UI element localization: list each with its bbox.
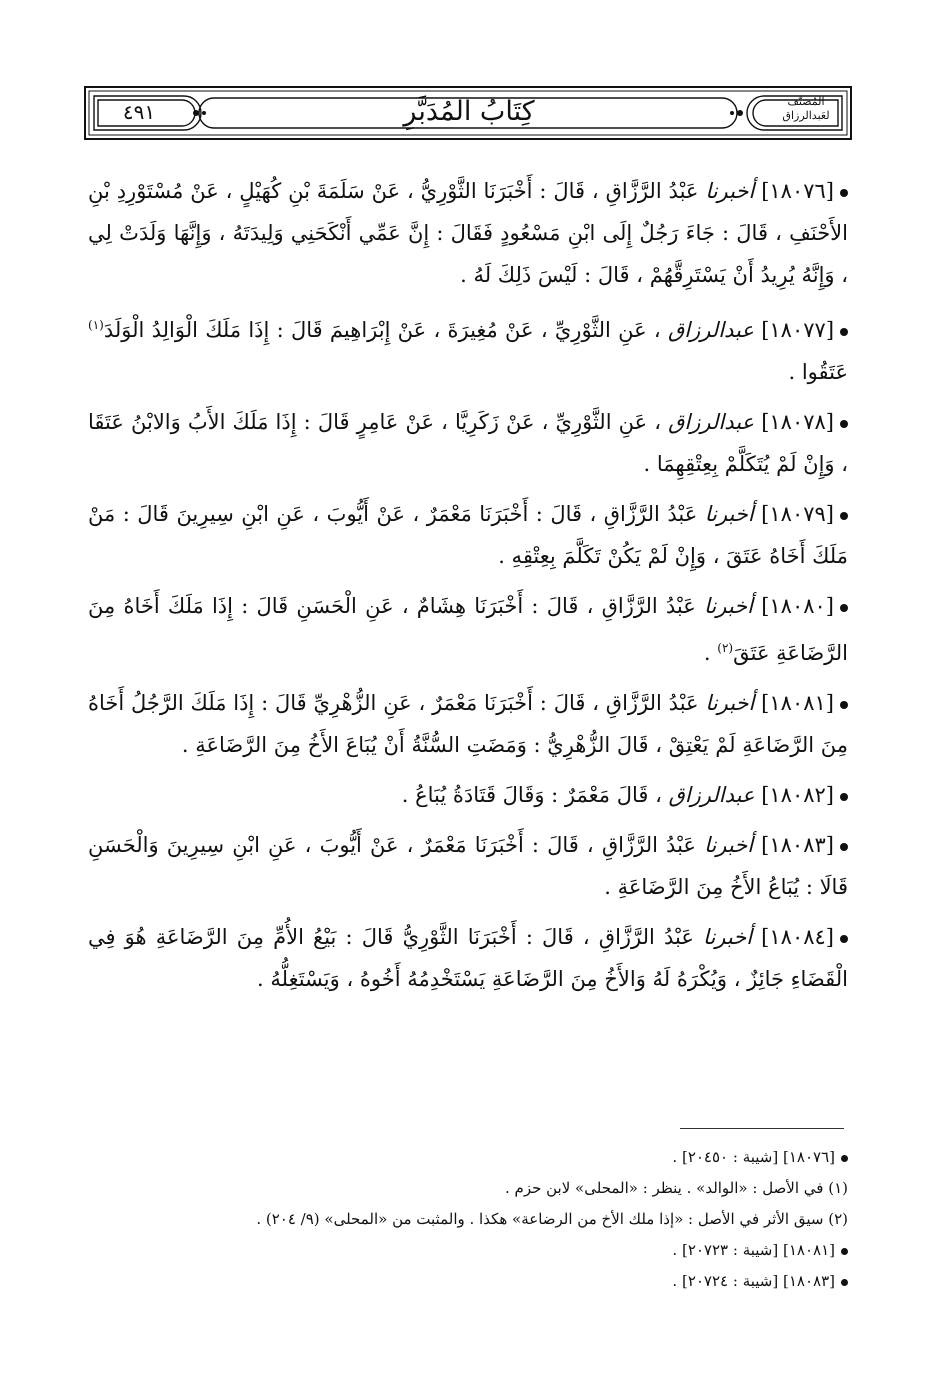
hadith-entry [88, 401, 848, 485]
footnote [88, 1173, 848, 1204]
footnote [88, 1266, 848, 1297]
narrator-name: عبدالرزاق [661, 783, 755, 807]
bullet-dot [840, 512, 848, 520]
hadith-number: [١٨٠٨٤] [752, 925, 834, 949]
hadith-entry [88, 682, 848, 766]
hadith-number: [١٨٠٧٧] [753, 318, 835, 342]
hadith-text: عَبْدُ الرَّزَّاقِ ، قَالَ : أَخْبَرَنَا الثَّوْرِيُّ ، عَنْ سَلَمَةَ بْنِ كُهَيْلٍ ، عَنْ مُسْتَوْرِدِ بْنِ الأَحْنَفِ ، قَالَ : جَاءَ رَجُلٌ إِلَى ابْنِ مَسْعُودٍ فَقَالَ : إِنَّ عَمِّي أَنْكَحَنِي وَلِيدَتَهُ ، وَإِنَّهَا وَلَدَتْ لِي ، وَإِنَّهُ يُرِيدُ أَنْ يَسْتَرِقَّهُمْ ، قَالَ : لَيْسَ ذَلِكَ لَهُ . [88, 179, 848, 287]
hadith-text: عَبْدُ الرَّزَّاقِ ، قَالَ : أَخْبَرَنَا الثَّوْرِيُّ قَالَ : بَيْعُ الأُمِّ مِنَ الرَّضَاعَةِ هُوَ فِي الْقَضَاءِ جَائِزٌ ، وَيُكْرَهُ لَهُ وَالأَخُ مِنَ الرَّضَاعَةِ يَسْتَخْدِمُهُ أَخُوهُ ، وَيَسْتَغِلُّهُ . [88, 925, 848, 991]
hadith-number: [١٨٠٨٠] [752, 594, 834, 618]
bullet-dot [841, 1279, 848, 1286]
narrator-name: أخبرنا [695, 833, 754, 857]
footnote [88, 1235, 848, 1266]
hadith-entry [88, 916, 848, 1000]
bullet-dot [840, 189, 848, 197]
bullet-dot [840, 793, 848, 801]
hadith-text: عَبْدُ الرَّزَّاقِ ، قَالَ : أَخْبَرَنَا مَعْمَرٌ ، عَنْ أَيُّوبَ ، عَنِ ابْنِ سِيرِينَ وَالْحَسَنِ قَالَا : يُبَاعُ الأَخُ مِنَ الرَّضَاعَةِ . [88, 833, 848, 899]
bullet-dot [840, 328, 848, 336]
bullet-dot [841, 1248, 848, 1255]
narrator-name: أخبرنا [695, 594, 753, 618]
hadith-list [88, 170, 848, 1008]
hadith-text: عَبْدُ الرَّزَّاقِ ، قَالَ : أَخْبَرَنَا مَعْمَرٌ ، عَنِ الزُّهْرِيِّ قَالَ : إِذَا مَلَكَ الرَّجُلُ أَخَاهُ مِنَ الرَّضَاعَةِ لَمْ يَعْتِقْ ، قَالَ الزُّهْرِيُّ : وَمَضَتِ السُّنَّةُ أَنْ يُبَاعَ الأَخُ مِنَ الرَّضَاعَةِ . [88, 691, 848, 757]
hadith-text: ، عَنِ الثَّوْرِيِّ ، عَنْ مُغِيرَةَ ، عَنْ إِبْرَاهِيمَ قَالَ : إِذَا مَلَكَ الْوَالِدُ الْوَلَدَ [103, 318, 661, 342]
hadith-text: ، قَالَ مَعْمَرٌ : وَقَالَ قَتَادَةُ يُبَاعُ . [401, 783, 662, 807]
hadith-text-tail: . [703, 641, 718, 665]
footnote-divider [680, 1128, 844, 1129]
bullet-dot [840, 935, 848, 943]
footnote-text: (١) في الأصل : «الوالد» . ينظر : «المحلى» لابن حزم . [505, 1179, 848, 1197]
narrator-name: أخبرنا [697, 502, 754, 526]
bullet-dot [840, 843, 848, 851]
footnotes [88, 1142, 848, 1297]
hadith-text: عَبْدُ الرَّزَّاقِ ، قَالَ : أَخْبَرَنَا مَعْمَرٌ ، عَنْ أَيُّوبَ ، عَنِ ابْنِ سِيرِينَ قَالَ : مَنْ مَلَكَ أَخَاهُ عَتَقَ ، وَإِنْ لَمْ يَكُنْ تَكَلَّمَ بِعِتْقِهِ . [88, 502, 848, 568]
hadith-text: عَبْدُ الرَّزَّاقِ ، قَالَ : أَخْبَرَنَا هِشَامٌ ، عَنِ الْحَسَنِ قَالَ : إِذَا مَلَكَ أَخَاهُ مِنَ الرَّضَاعَةِ عَتَقَ [88, 594, 848, 665]
bullet-dot [840, 604, 848, 612]
hadith-number: [١٨٠٧٨] [754, 410, 834, 434]
hadith-entry [88, 493, 848, 577]
hadith-number: [١٨٠٨١] [754, 691, 834, 715]
book-title: كِتَابُ المُدَبَّرِ [403, 96, 535, 127]
footnote-text: (٢) سيق الأثر في الأصل : «إذا ملك الأخ من الرضاعة» هكذا . والمثبت من «المحلى» (٩/ ٢٠٤) . [256, 1210, 848, 1228]
narrator-name: عبدالرزاق [661, 410, 755, 434]
bullet-dot [841, 1155, 848, 1162]
narrator-name: أخبرنا [698, 691, 755, 715]
footnote [88, 1142, 848, 1173]
hadith-entry [88, 824, 848, 908]
hadith-text-tail: عَتَقُوا . [788, 360, 848, 384]
page-header [84, 86, 852, 140]
hadith-entry [88, 304, 848, 393]
page-number: ٤٩١ [122, 100, 156, 124]
hadith-entry [88, 585, 848, 674]
footnote-ref: (١) [88, 318, 104, 332]
hadith-number: [١٨٠٨٣] [753, 833, 834, 857]
footnote-ref: (٢) [717, 641, 734, 655]
footnote [88, 1204, 848, 1235]
hadith-text: ، عَنِ الثَّوْرِيِّ ، عَنْ زَكَرِيَّا ، عَنْ عَامِرٍ قَالَ : إِذَا مَلَكَ الأَبُ وَالابْنُ عَتَقَا ، وَإِنْ لَمْ يُتَكَلَّمْ بِعِتْقِهِمَا . [88, 410, 848, 476]
footnote-text: [١٨٠٨٣] [شيبة : ٢٠٧٢٤] . [672, 1272, 835, 1290]
book-logo: المُصَنَّف لعَبدالرزاق [782, 95, 830, 122]
hadith-entry [88, 774, 848, 816]
hadith-number: [١٨٠٧٦] [754, 179, 834, 203]
footnote-text: [١٨٠٨١] [شيبة : ٢٠٧٢٣] . [672, 1241, 835, 1259]
hadith-number: [١٨٠٧٩] [753, 502, 834, 526]
narrator-name: أخبرنا [698, 179, 755, 203]
narrator-name: عبدالرزاق [660, 318, 754, 342]
hadith-number: [١٨٠٨٢] [754, 783, 834, 807]
bullet-dot [840, 701, 848, 709]
footnote-text: [١٨٠٧٦] [شيبة : ٢٠٤٥٠] . [672, 1148, 835, 1166]
narrator-name: أخبرنا [693, 925, 753, 949]
bullet-dot [840, 420, 848, 428]
hadith-entry [88, 170, 848, 296]
